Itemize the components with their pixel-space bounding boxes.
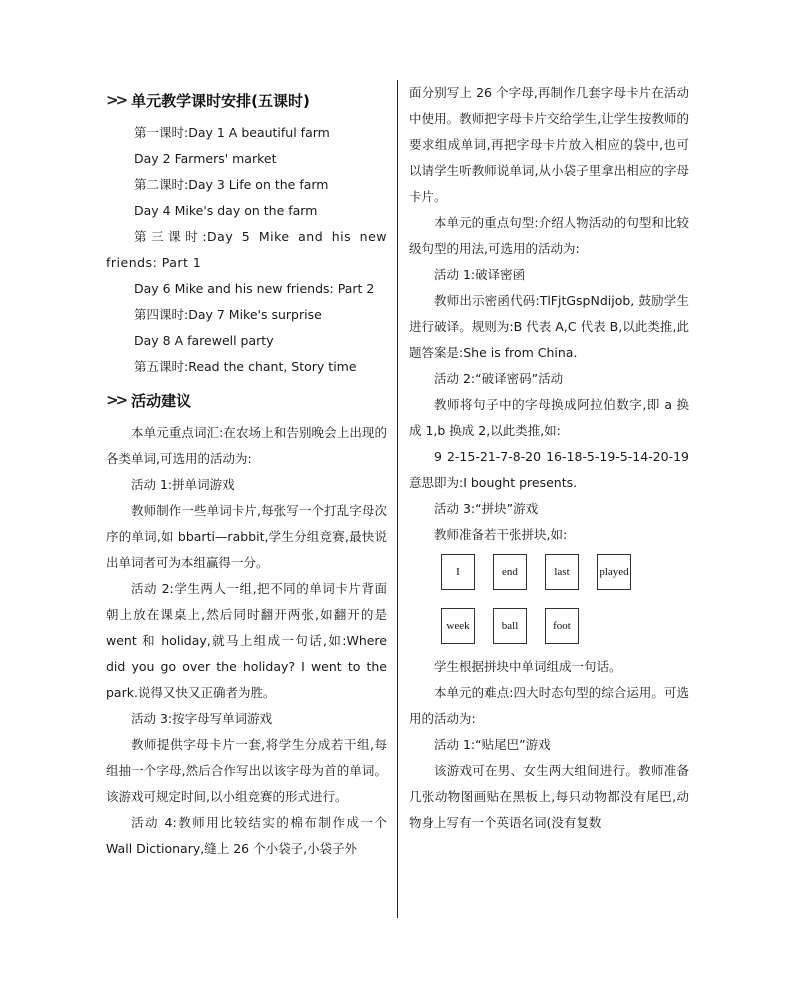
- tile-row: [441, 608, 689, 644]
- column-divider: [397, 80, 398, 918]
- heading-text: 活动建议: [131, 391, 192, 410]
- paragraph: 教师将句子中的字母换成阿拉伯数字,即 a 换成 1,b 换成 2,以此类推,如:: [409, 397, 689, 438]
- schedule-line: 第二课时:Day 3 Life on the farm: [134, 177, 329, 192]
- double-chevron-icon: >>: [106, 91, 126, 109]
- schedule-line: 第五课时:Read the chant, Story time: [134, 359, 357, 374]
- schedule-line: 第四课时:Day 7 Mike's surprise: [134, 307, 322, 322]
- double-chevron-icon: >>: [106, 391, 126, 409]
- heading-text: 单元教学课时安排(五课时): [131, 91, 310, 110]
- paragraph: 活动 1:拼单词游戏: [131, 477, 235, 492]
- paragraph: 活动 2:学生两人一组,把不同的单词卡片背面朝上放在课桌上,然后同时翻开两张,如翻开的是 went 和 holiday,就马上组成一句话,如:Where did you go over the holiday? I went to the park.说得又快又正确者为胜。: [106, 581, 387, 700]
- word-tile: end: [493, 554, 527, 590]
- paragraph: 本单元重点词汇:在农场上和告别晚会上出现的各类单词,可选用的活动为:: [106, 425, 387, 466]
- section-heading-schedule: [106, 80, 387, 120]
- paragraph: 活动 1:“贴尾巴”游戏: [434, 737, 551, 752]
- schedule-line: Day 4 Mike's day on the farm: [134, 203, 318, 218]
- tile-row: [441, 554, 689, 590]
- paragraph: 面分别写上 26 个字母,再制作几套字母卡片在活动中使用。教师把字母卡片交给学生,让学生按教师的要求组成单词,再把字母卡片放入相应的袋中,也可以请学生听教师说单词,从小袋子里拿出相应的字母卡片。: [409, 85, 689, 204]
- paragraph: 本单元的难点:四大时态句型的综合运用。可选用的活动为:: [409, 685, 689, 726]
- paragraph: 活动 4:教师用比较结实的棉布制作成一个 Wall Dictionary,缝上 26 个小袋子,小袋子外: [106, 815, 387, 856]
- schedule-line: Day 6 Mike and his new friends: Part 2: [134, 281, 375, 296]
- paragraph: 活动 2:“破译密码”活动: [434, 371, 564, 386]
- left-column: [106, 80, 387, 862]
- paragraph: 教师提供字母卡片一套,将学生分成若干组,每组抽一个字母,然后合作写出以该字母为首的单词。该游戏可规定时间,以小组竞赛的形式进行。: [106, 737, 387, 804]
- schedule-line: 第一课时:Day 1 A beautiful farm: [134, 125, 330, 140]
- paragraph: 教师出示密函代码:TlFjtGspNdijob, 鼓励学生进行破译。规则为:B 代表 A,C 代表 B,以此类推,此题答案是:She is from China.: [409, 293, 689, 360]
- paragraph: 该游戏可在男、女生两大组间进行。教师准备几张动物图画贴在黑板上,每只动物都没有尾巴,动物身上写有一个英语名词(没有复数: [409, 763, 689, 830]
- word-tile: last: [545, 554, 579, 590]
- paragraph: 学生根据拼块中单词组成一句话。: [434, 659, 622, 674]
- word-tile: week: [441, 608, 475, 644]
- schedule-line: Day 2 Farmers' market: [134, 151, 277, 166]
- word-tile: I: [441, 554, 475, 590]
- section-heading-activities: [106, 380, 387, 420]
- paragraph: 9 2-15-21-7-8-20 16-18-5-19-5-14-20-19 意思即为:I bought presents.: [409, 449, 689, 490]
- word-tile: played: [597, 554, 631, 590]
- paragraph: 活动 3:按字母写单词游戏: [131, 711, 273, 726]
- word-tile: ball: [493, 608, 527, 644]
- word-tile: foot: [545, 608, 579, 644]
- schedule-line: 第三课时:Day 5 Mike and his new friends: Part 1: [106, 229, 387, 270]
- paragraph: 教师准备若干张拼块,如:: [434, 527, 568, 542]
- paragraph: 教师制作一些单词卡片,每张写一个打乱字母次序的单词,如 bbarti—rabbit,学生分组竞赛,最快说出单词者可为本组赢得一分。: [106, 503, 387, 570]
- paragraph: 活动 1:破译密函: [434, 267, 526, 282]
- paragraph: 活动 3:“拼块”游戏: [434, 501, 539, 516]
- right-column: [409, 80, 689, 836]
- schedule-line: Day 8 A farewell party: [134, 333, 274, 348]
- paragraph: 本单元的重点句型:介绍人物活动的句型和比较级句型的用法,可选用的活动为:: [409, 215, 689, 256]
